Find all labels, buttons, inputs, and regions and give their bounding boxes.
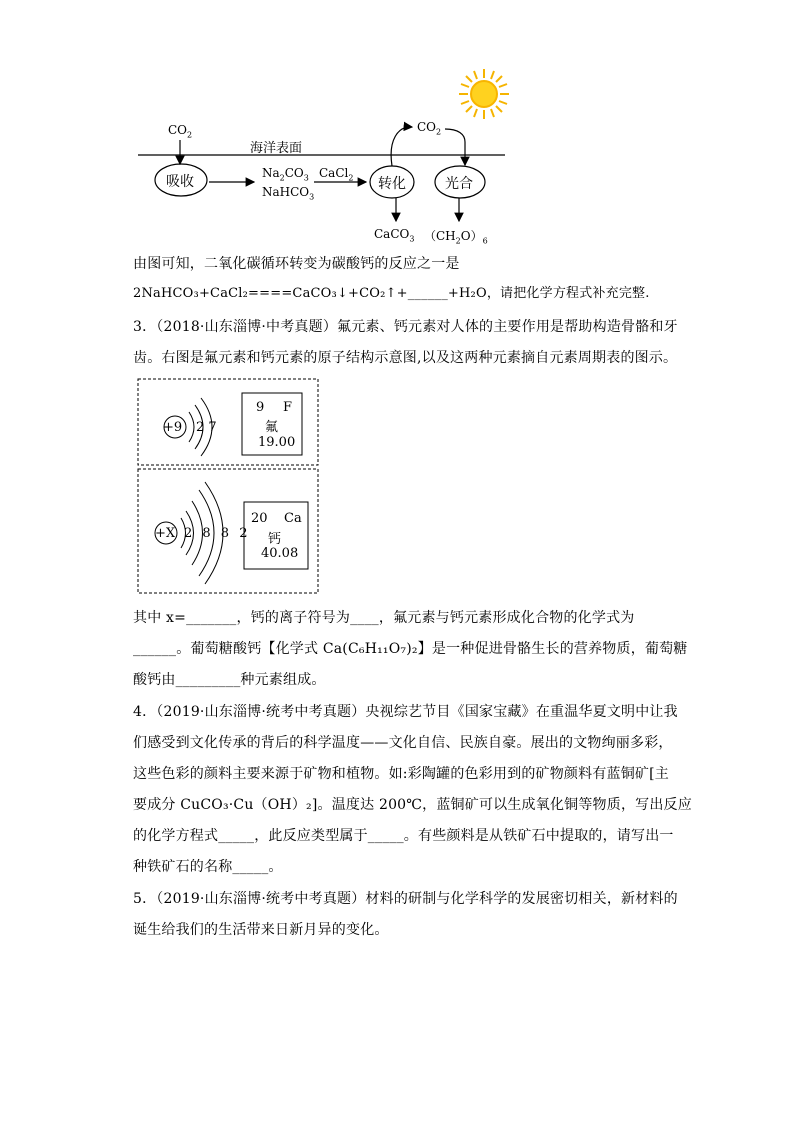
question-3-line: 酸钙由_________种元素组成。 bbox=[133, 672, 326, 688]
fluorine-shells: 2 7 bbox=[196, 420, 217, 435]
calcium-mass: 40.08 bbox=[261, 546, 299, 561]
ocean-surface-label: 海洋表面 bbox=[250, 141, 303, 156]
photosynthesis-label: 光合 bbox=[445, 176, 473, 192]
question-4-line: 的化学方程式_____，此反应类型属于_____。有些颜料是从铁矿石中提取的，请写出一 bbox=[133, 828, 674, 844]
carbon-cycle-diagram bbox=[0, 0, 794, 250]
question-4-line: 4．（2019·山东淄博·统考中考真题）央视综艺节目《国家宝藏》在重温华夏文明中让我 bbox=[133, 704, 678, 720]
fluorine-atomic-number: 9 bbox=[256, 400, 265, 415]
cacl2-label: CaCl$_2$ bbox=[319, 166, 354, 183]
calcium-nucleus: +X bbox=[155, 526, 176, 541]
paragraph-line: 由图可知，二氧化碳循环转变为碳酸钙的反应之一是 bbox=[133, 256, 460, 272]
question-4-line: 们感受到文化传承的背后的科学温度——文化自信、民族自豪。展出的文物绚丽多彩， bbox=[133, 735, 673, 751]
question-3-line: 其中 x=_______，钙的离子符号为____，氟元素与钙元素形成化合物的化学式为 bbox=[133, 610, 635, 626]
co2-top-right-label: $CO_2$ bbox=[417, 120, 442, 137]
nahco3-label: NaHCO$_3$ bbox=[262, 185, 315, 202]
na2co3-label: $Na_2CO_3$ bbox=[262, 166, 309, 183]
question-3-line: ______。葡萄糖酸钙【化学式 Ca(C₆H₁₁O₇)₂】是一种促进骨骼生长的营养物质，葡萄糖 bbox=[133, 641, 688, 657]
ch2o-label: $(CH_2O)_6$ bbox=[424, 229, 488, 246]
question-5-line: 5．（2019·山东淄博·统考中考真题）材料的研制与化学科学的发展密切相关，新材料的 bbox=[133, 891, 678, 907]
fluorine-nucleus: +9 bbox=[163, 420, 183, 435]
atom-structure-diagram bbox=[137, 378, 321, 596]
fluorine-mass: 19.00 bbox=[258, 435, 296, 450]
co2-top-left-label: $CO_2$ bbox=[168, 123, 193, 140]
fluorine-symbol: F bbox=[283, 400, 293, 415]
absorb-label: 吸收 bbox=[166, 174, 194, 190]
question-5-line: 诞生给我们的生活带来日新月异的变化。 bbox=[133, 922, 389, 938]
question-4-line: 种铁矿石的名称_____。 bbox=[133, 859, 283, 875]
calcium-name: 钙 bbox=[268, 532, 282, 547]
question-4-line: 要成分 CuCO₃·Cu（OH）₂]。温度达 200℃，蓝铜矿可以生成氧化铜等物质，写出反应 bbox=[133, 797, 692, 813]
question-3-line: 齿。右图是氟元素和钙元素的原子结构示意图,以及这两种元素摘自元素周期表的图示。 bbox=[133, 350, 678, 366]
calcium-shells: 2 8 8 2 bbox=[184, 526, 251, 541]
fluorine-name: 氟 bbox=[265, 420, 279, 435]
question-4-line: 这些色彩的颜料主要来源于矿物和植物。如:彩陶罐的色彩用到的矿物颜料有蓝铜矿[主 bbox=[133, 766, 669, 782]
calcium-atomic-number: 20 bbox=[251, 511, 268, 526]
caco3-label: CaCO$_3$ bbox=[374, 227, 415, 244]
sun-icon bbox=[459, 69, 509, 119]
calcium-symbol: Ca bbox=[284, 511, 302, 526]
question-3-line: 3．（2018·山东淄博·中考真题）氟元素、钙元素对人体的主要作用是帮助构造骨骼和牙 bbox=[133, 319, 678, 335]
transform-label: 转化 bbox=[378, 176, 406, 192]
paragraph-line: 2NaHCO₃+CaCl₂====CaCO₃↓+CO₂↑+______+H₂O，请把化学方程式补充完整. bbox=[133, 286, 650, 301]
